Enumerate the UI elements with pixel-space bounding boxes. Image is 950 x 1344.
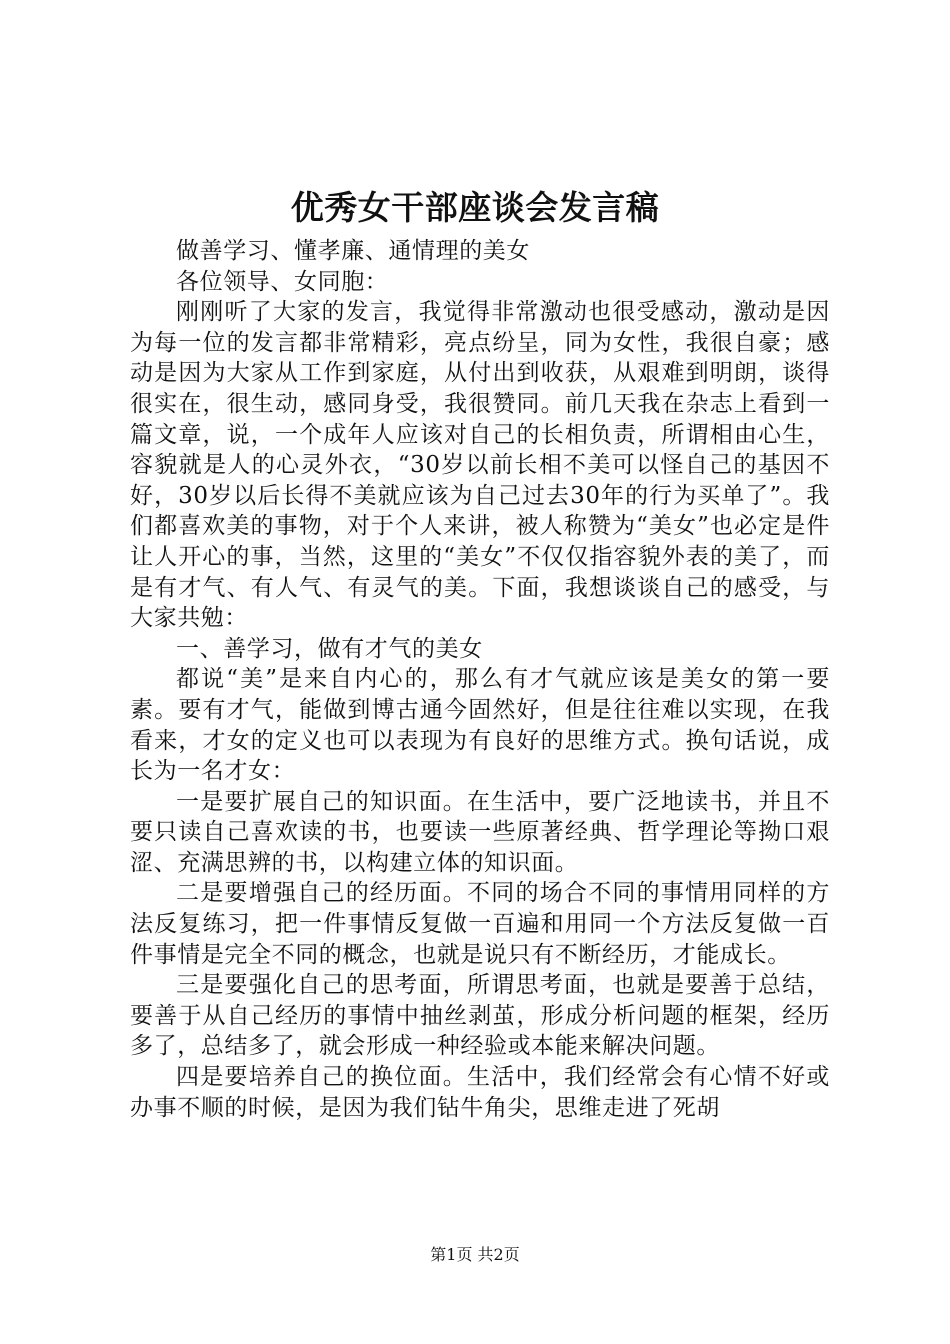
body-paragraph: 二是要增强自己的经历面。不同的场合不同的事情用同样的方法反复练习，把一件事情反复做一百遍和用同一个方法反复做一百件事情是完全不同的概念，也就是说只有不断经历，才能成长。: [130, 880, 830, 968]
salutation-paragraph: 各位领导、女同胞：: [176, 268, 389, 295]
body-paragraph: 四是要培养自己的换位面。生活中，我们经常会有心情不好或办事不顺的时候，是因为我们钻牛角尖，思维走进了死胡: [130, 1064, 830, 1121]
body-paragraph: 三是要强化自己的思考面，所谓思考面，也就是要善于总结，要善于从自己经历的事情中抽丝剥茧，形成分析问题的框架，经历多了，总结多了，就会形成一种经验或本能来解决问题。: [130, 972, 830, 1060]
section-heading: 一、善学习，做有才气的美女: [176, 635, 483, 662]
document-title: 优秀女干部座谈会发言稿: [290, 188, 660, 227]
body-paragraph: 刚刚听了大家的发言，我觉得非常激动也很受感动，激动是因为每一位的发言都非常精彩，亮点纷呈，同为女性，我很自豪；感动是因为大家从工作到家庭，从付出到收获，从艰难到明朗，谈得很实在，很生动，感同身受，我很赞同。前几天我在杂志上看到一篇文章，说，一个成年人应该对自己的长相负责，所谓相由心生，容貌就是人的心灵外衣，“30岁以前长相不美可以怪自己的基因不好，30岁以后长得不美就应该为自己过去30年的行为买单了”。我们都喜欢美的事物，对于个人来讲，被人称赞为“美女”也必定是件让人开心的事，当然，这里的“美女”不仅仅指容貌外表的美了，而是有才气、有人气、有灵气的美。下面，我想谈谈自己的感受，与大家共勉：: [130, 299, 830, 632]
document-body: [130, 236, 830, 1123]
page-footer: 第1页 共2页: [430, 1245, 520, 1264]
body-paragraph: 一是要扩展自己的知识面。在生活中，要广泛地读书，并且不要只读自己喜欢读的书，也要读一些原著经典、哲学理论等拗口艰涩、充满思辨的书，以构建立体的知识面。: [130, 788, 830, 876]
body-paragraph: 都说“美”是来自内心的，那么有才气就应该是美女的第一要素。要有才气，能做到博古通今固然好，但是往往难以实现，在我看来，才女的定义也可以表现为有良好的思维方式。换句话说，成长为一名才女：: [130, 666, 830, 785]
subtitle-paragraph: 做善学习、懂孝廉、通情理的美女: [176, 238, 530, 264]
